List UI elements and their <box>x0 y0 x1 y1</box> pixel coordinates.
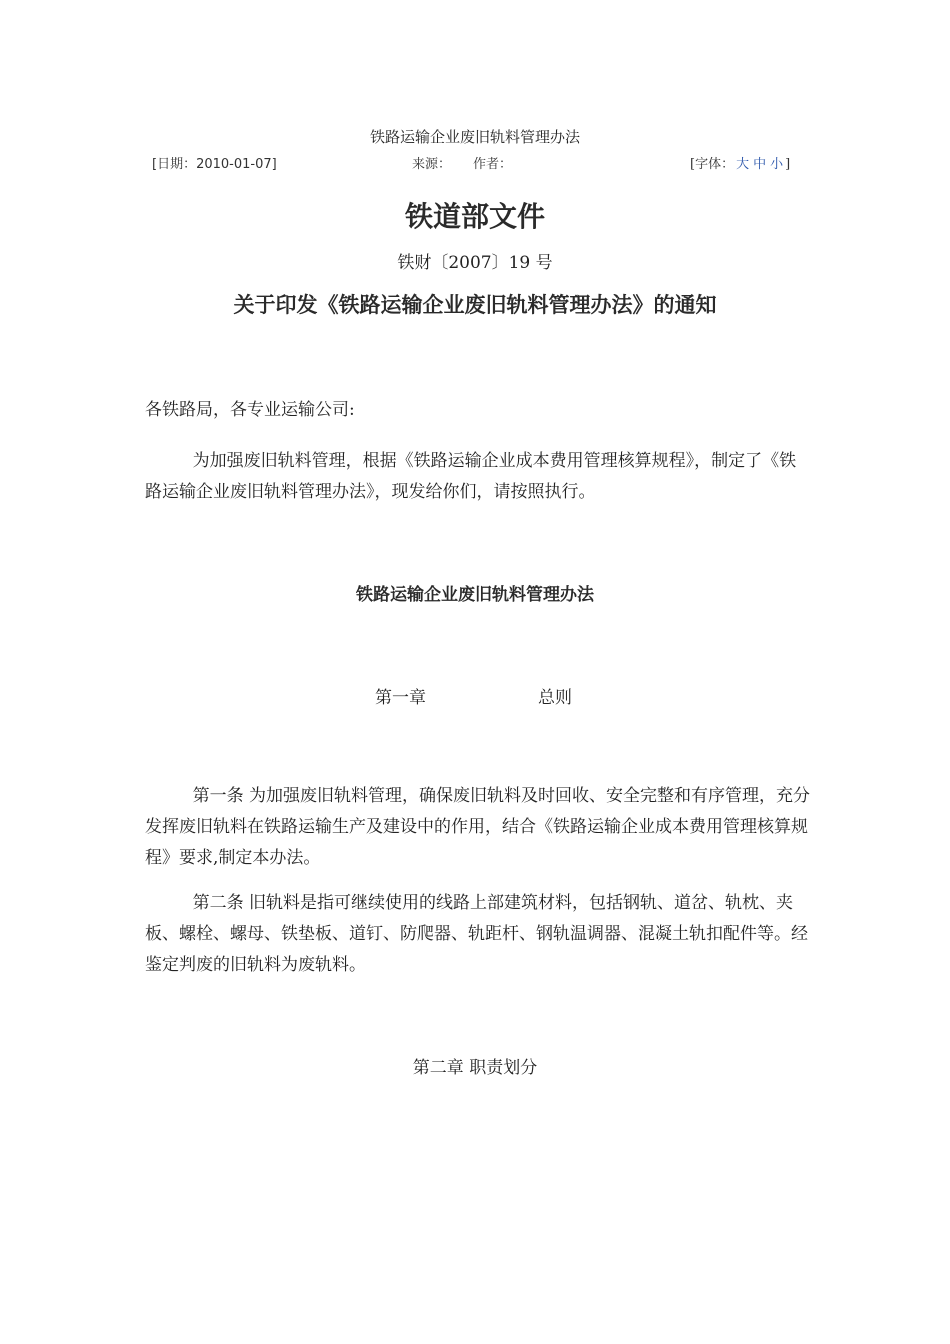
notice-title: 关于印发《铁路运输企业废旧轨料管理办法》的通知 <box>233 292 717 317</box>
author-label: 作者： <box>473 157 513 172</box>
publish-date: [日期：2010-01-07] <box>152 157 277 172</box>
issuer-heading: 铁道部文件 <box>404 200 545 233</box>
salutation: 各铁路局，各专业运输公司: <box>145 400 355 420</box>
document-number: 铁财〔2007〕19 号 <box>397 253 553 273</box>
font-size-small-link[interactable]: 小 <box>770 157 784 172</box>
source-label: 来源： <box>412 157 452 172</box>
font-size-close: ] <box>785 157 791 172</box>
font-size-control <box>690 153 790 172</box>
article-1: 第一条 为加强废旧轨料管理，确保废旧轨料及时回收、安全完整和有序管理，充分发挥废旧轨料在铁路运输生产及建设中的作用，结合《铁路运输企业成本费用管理核算规程》要求,制定本办法。 <box>145 786 810 868</box>
chapter2-heading: 第二章 职责划分 <box>412 1058 538 1078</box>
article-2: 第二条 旧轨料是指可继续使用的线路上部建筑材料，包括钢轨、道岔、轨枕、夹板、螺栓、螺母、铁垫板、道钉、防爬器、轨距杆、钢轨温调器、混凝土轨扣配件等。经鉴定判废的旧轨料为废轨料。 <box>145 893 808 975</box>
intro-paragraph: 为加强废旧轨料管理，根据《铁路运输企业成本费用管理核算规程》，制定了《铁路运输企业废旧轨料管理办法》，现发给你们，请按照执行。 <box>145 451 797 502</box>
chapter1-name: 总则 <box>538 688 572 708</box>
measures-title: 铁路运输企业废旧轨料管理办法 <box>356 585 594 605</box>
font-size-label: [字体： <box>690 157 735 172</box>
page-title: 铁路运输企业废旧轨料管理办法 <box>369 128 580 146</box>
chapter1-number: 第一章 <box>375 688 426 708</box>
font-size-large-link[interactable]: 大 <box>736 157 750 172</box>
font-size-medium-link[interactable]: 中 <box>753 157 767 172</box>
